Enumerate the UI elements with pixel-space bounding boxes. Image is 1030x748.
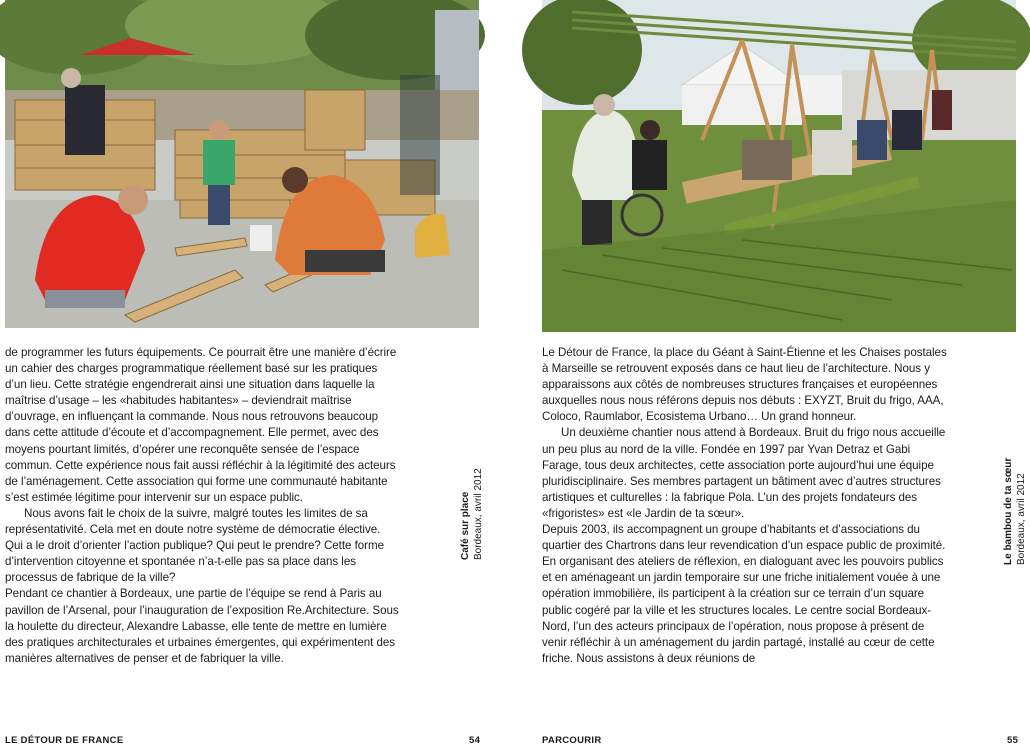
left-caption-title: Café sur place [460,491,471,560]
right-photo-caption [1002,395,1030,565]
left-page-number: 54 [469,735,481,746]
right-paragraph-2: Un deuxième chantier nous attend à Bordeaux. Bruit du frigo nous accueille un peu plus au nord de la ville. Fondée en 1997 par Yvan Detraz et Gabi Farage, tous deux architectes, cette association porte aujourd’hui une équipe pluridisciplinaire. Ses membres partagent un bâtiment avec d’autres structures artistiques et culturelles : la fabrique Pola. L’un des projets fondateurs des «frigoristes» est «le Jardin de ta sœur». [542,426,946,520]
right-paragraph-1: Le Détour de France, la place du Géant à Saint-Étienne et les Chaises postales à Marseille se retrouvent exposés dans ce haut lieu de l’architecture. Nous y apparaissons aux côtés de nombreuses structures françaises et européennes auxquelles nous nous référons depuis nos débuts : EXYZT, Bruit du frigo, AAA, Coloco, Raumlabor, Ecosistema Urbano… Un grand honneur. [542,346,947,424]
right-paragraph-3: Depuis 2003, ils accompagnent un groupe d’habitants et d’associations du quartier des Chartrons dans leur revendication d’un espace public de proximité. En organisant des ateliers de réflexion, en dialoguant avec les pouvoirs publics et en aménageant un jardin temporaire sur une friche initialement vouée à une opération immobilière, ils participent à la création sur ce terrain d’un square public cogéré par la ville et les structures locales. Le centre social Bordeaux-Nord, l’un des acteurs principaux de l’opération, nous propose à présent de venir réfléchir à un aménagement du jardin partagé, installé au cœur de cette friche. Nous assistons à deux réunions de [542,523,946,665]
left-photo-caption [459,390,487,560]
right-page [512,0,1027,748]
right-footer-running-title: PARCOURIR [542,735,602,746]
left-page-body-text [5,345,400,667]
photo-workshop-cafe [5,0,479,328]
photo-bamboo-garden [542,0,1016,332]
left-paragraph-1: de programmer les futurs équipements. Ce pourrait être une manière d’écrire un cahier des charges programmatique réellement basé sur les pratiques d’un lieu. Cette stratégie engendrerait ainsi une situation dans laquelle la maîtrise d’usage – les «habitudes habitantes» – deviendrait maîtrise d’ouvrage, en influençant la commande. Nous nous retrouvons beaucoup dans cette attitude d’écoute et d’accompagnement. Elle permet, avec des moyens pourtant limités, d’opérer une reconquête sensée de l’espace commun. Cette expérience nous fait aussi réfléchir à la légitimité des acteurs de l’aménagement. Cette association qui forme une communauté habitante s’est estimée légitime pour intervenir sur un espace public. [5,346,397,504]
left-paragraph-2: Nous avons fait le choix de la suivre, malgré toutes les limites de sa représentativité. Cela met en doute notre système de démocratie élective. Qui a le droit d’orienter l’action publique? Qui peut le prendre? Cette forme d’intervention citoyenne et spontanée n’a-t-elle pas sa place dans les processus de fabrique de la ville? [5,506,384,585]
left-page [0,0,512,748]
right-caption-title: Le bambou de ta sœur [1003,457,1014,565]
left-caption-subtitle: Bordeaux, avril 2012 [473,468,484,560]
right-page-body-text [542,345,947,667]
right-caption-subtitle: Bordeaux, avril 2012 [1016,473,1027,565]
left-footer-running-title: LE DÉTOUR DE FRANCE [5,735,124,746]
left-paragraph-3: Pendant ce chantier à Bordeaux, une partie de l’équipe se rend à Paris au pavillon de l’Arsenal, pour l’inauguration de l’exposition Re.Architecture. Sous la houlette du directeur, Alexandre Labasse, elle tente de mettre en lumière des pratiques architecturales et urbaines émergentes, qui expérimentent des manières alternatives de penser et de fabriquer la ville. [5,587,399,665]
right-page-number: 55 [1007,735,1019,746]
